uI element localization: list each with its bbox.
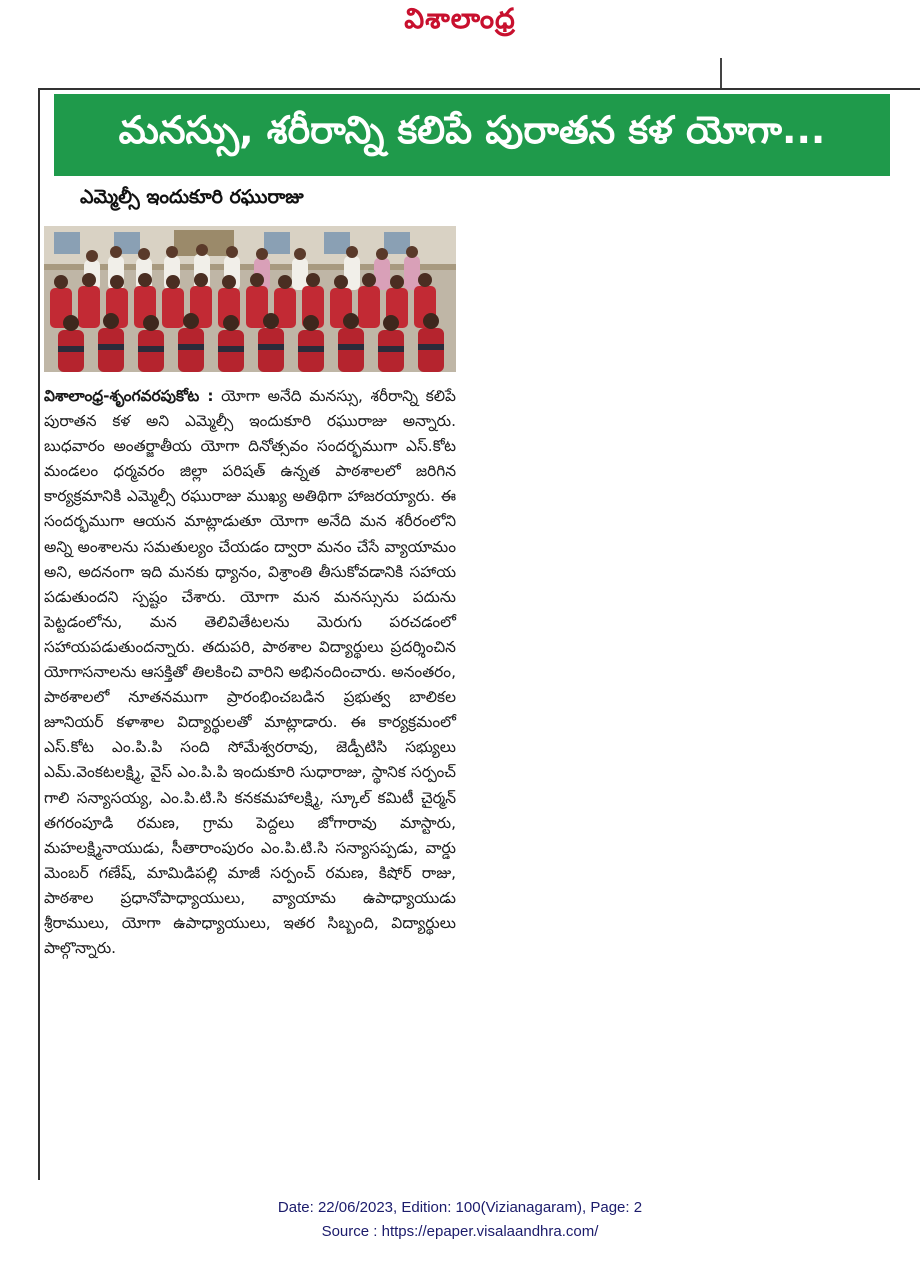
clip-border-top: [38, 88, 920, 90]
group-photo-illustration: [44, 226, 456, 372]
footer-source-link[interactable]: Source : https://epaper.visalaandhra.com/: [321, 1223, 599, 1240]
group-photo: [44, 226, 456, 372]
footer-date-edition: Date: 22/06/2023, Edition: 100(Vizianagaram), Page: 2: [277, 1199, 643, 1216]
byline: ఎమ్మెల్సీ ఇందుకూరి రఘురాజు: [80, 186, 304, 208]
masthead: [0, 0, 920, 44]
article-text: యోగా అనేది మనస్సు, శరీరాన్ని కలిపే పురాతన కళ అని ఎమ్మెల్సీ ఇందుకూరి రఘురాజు అన్నారు. బుధవారం అంతర్జాతీయ యోగా దినోత్సవం సందర్భముగా ఎస్.కోట మండలం ధర్మవరం జిల్లా పరిషత్ ఉన్నత పాఠశాలలో జరిగిన కార్యక్రమానికి ఎమ్మెల్సీ రఘురాజు ముఖ్య అతిథిగా హాజరయ్యారు. ఈ సందర్భముగా ఆయన మాట్లాడుతూ యోగా అనేది మన శరీరంలోని అన్ని అంశాలను సమతుల్యం చేయడం ద్వారా మనం చేసే వ్యాయామం అని, అదనంగా ఇది మనకు ధ్యానం, విశ్రాంతి తీసుకోవడానికి సహాయ పడుతుందని స్పష్టం చేశారు. యోగా మన మనస్సును పదును పెట్టడంలోను, మన తెలివితేటలను మెరుగు పరచడంలో సహాయపడుతుందన్నారు. తదుపరి, పాఠశాల విద్యార్థులు ప్రదర్శించిన యోగాసనాలను ఆసక్తితో తిలకించి వారిని అభినందించారు. అనంతరం, పాఠశాలలో నూతనముగా ప్రారంభించబడిన ప్రభుత్వ బాలికల జూనియర్ కళాశాల విద్యార్థులతో మాట్లాడారు. ఈ కార్యక్రమంలో ఎస్.కోట ఎం.పి.పి సంది సోమేశ్వరరావు, జెడ్పీటిసి సభ్యులు ఎమ్.వెంకటలక్ష్మి, వైస్ ఎం.పి.పి ఇందుకూరి సుధారాజు, స్థానిక సర్పంచ్ గాలి సన్యాసయ్య, ఎం.పి.టి.సి కనకమహాలక్ష్మి, స్కూల్ కమిటీ చైర్మన్ తగరంపూడి రమణ, గ్రామ పెద్దలు జోగారావు మాస్టారు, మహలక్ష్మినాయుడు, సీతారాంపురం ఎం.పి.టి.సి సన్యాసప్పడు, వార్డు మెంబర్ గణేష్, మామిడిపల్లి మాజీ సర్పంచ్ రమణ, కిషోర్ రాజు, పాఠశాల ప్రధానోపాధ్యాయులు, వ్యాయామ ఉపాధ్యాయుడు శ్రీరాములు, యోగా ఉపాధ్యాయులు, ఇతర సిబ్బంది, విద్యార్థులు పాల్గొన్నారు.: [44, 387, 456, 958]
headline: మనస్సు, శరీరాన్ని కలిపే పురాతన కళ యోగా...: [118, 108, 826, 152]
article-dateline: విశాలాంధ్ర-శృంగవరపుకోట :: [44, 387, 214, 405]
newspaper-logo: విశాలాంధ్ర: [404, 2, 516, 35]
article-body: [44, 384, 456, 961]
clip-mark: [720, 58, 722, 88]
headline-banner: [54, 94, 890, 176]
source-footer: [0, 1196, 920, 1244]
clip-border-left: [38, 88, 40, 1180]
